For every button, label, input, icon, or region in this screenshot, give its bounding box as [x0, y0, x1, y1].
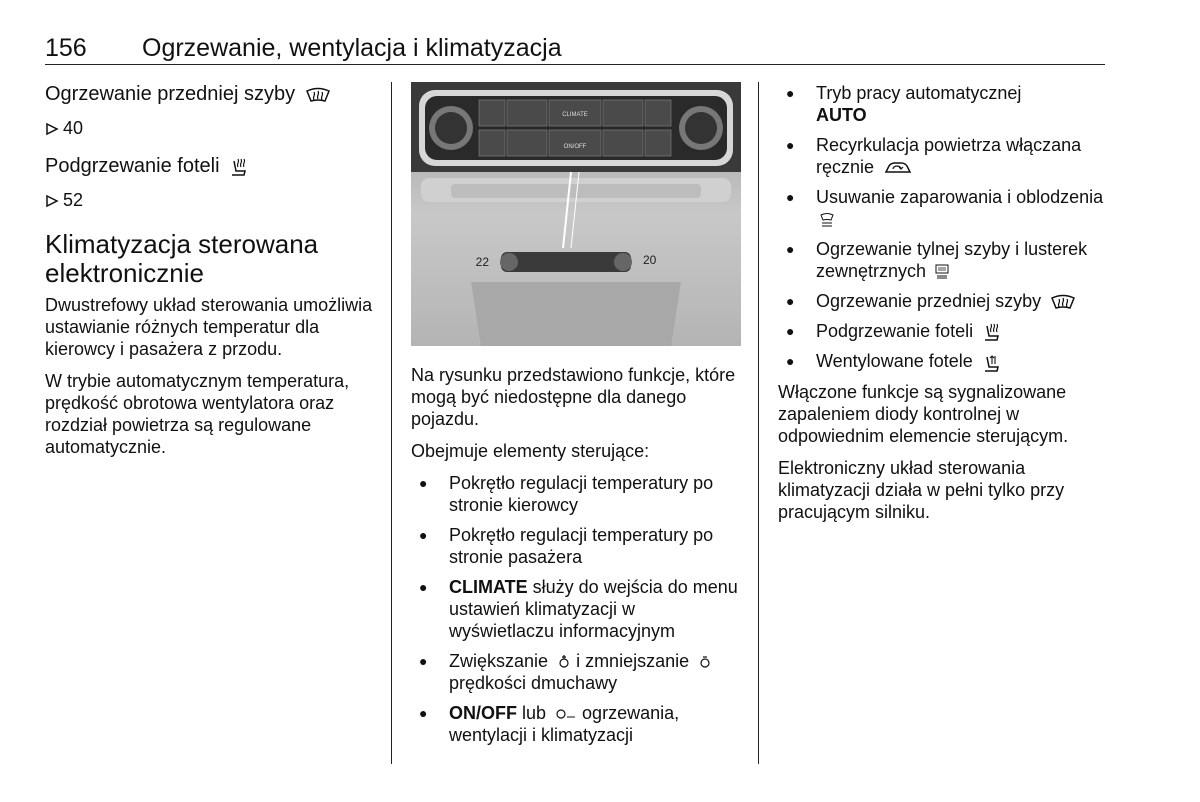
climate-term: CLIMATE: [449, 577, 528, 597]
paragraph: Elektroniczny układ sterowania klimatyzacji działa w pełni tylko przy pracującym silniku.: [778, 457, 1065, 522]
column-divider: [758, 82, 759, 764]
page-reference[interactable]: [45, 116, 380, 140]
climate-button-label: CLIMATE: [562, 112, 588, 118]
list-item-text: lub: [517, 703, 547, 723]
onoff-term: ON/OFF: [449, 703, 517, 723]
list-item-text: Ogrzewanie przedniej szyby: [816, 291, 1042, 311]
list-item: [778, 82, 1108, 126]
temp-left-label: 22: [475, 255, 489, 269]
list-item: [411, 650, 741, 694]
list-item-text: ogrzewania, wentylacji i klimatyzacji: [449, 703, 680, 745]
climate-control-photo: [411, 82, 741, 346]
heading-line: Klimatyzacja sterowana: [45, 229, 319, 259]
list-item-text: i zmniejszanie: [571, 651, 690, 671]
auto-term: AUTO: [816, 105, 867, 125]
list-item-text: Pokrętło regulacji temperatury po stronie kierowcy: [449, 473, 714, 515]
heated-seat-icon: [982, 322, 1000, 342]
list-item: [411, 702, 741, 746]
recirculation-icon: [883, 160, 913, 176]
temp-right-label: 20: [643, 253, 657, 267]
list-item-text: Tryb pracy automatycznej: [816, 83, 1022, 103]
list-item-text: Pokrętło regulacji temperatury po stronie pasażera: [449, 525, 714, 567]
page-number: 156: [45, 34, 87, 62]
list-item-text: służy do wejścia do menu ustawień klimatyzacji w wyświetlaczu informacyjnym: [449, 577, 738, 641]
column-middle: [411, 82, 741, 754]
section-heading-main: [45, 230, 380, 288]
paragraph: Dwustrefowy układ sterowania umożliwia ustawianie różnych temperatur dla kierowcy i pasażera z przodu.: [45, 295, 373, 359]
list-item-text: prędkości dmuchawy: [449, 673, 618, 693]
list-item: [411, 472, 741, 516]
list-item: [778, 350, 1108, 372]
paragraph: W trybie automatycznym temperatura, prędkość obrotowa wentylatora oraz rozdział powietrza są regulowane automatycznie.: [45, 371, 350, 457]
heated-seat-icon: [229, 157, 247, 177]
heading-text: Podgrzewanie foteli: [45, 155, 220, 177]
list-item-text: Ogrzewanie tylnej szyby i lusterek zewnętrznych: [816, 239, 1088, 281]
fan-plus-icon: [557, 655, 571, 669]
list-item: [778, 290, 1108, 312]
list-item-text: Podgrzewanie foteli: [816, 321, 974, 341]
reference-page-number: 52: [63, 190, 84, 210]
list-item-text: Wentylowane fotele: [816, 351, 973, 372]
list-item-text: Zwiększanie: [449, 651, 549, 671]
windscreen-heat-icon: [305, 86, 331, 104]
list-item-text: Usuwanie zaparowania i oblodzenia: [816, 187, 1104, 207]
page-header: [45, 32, 1105, 65]
column-left: [45, 82, 380, 468]
functions-list: [778, 82, 1108, 373]
heading-text: Ogrzewanie przedniej szyby: [45, 83, 296, 105]
section-heading-windscreen: [45, 82, 380, 106]
list-item: [778, 238, 1108, 282]
section-heading-seats: [45, 154, 380, 178]
controls-list: [411, 472, 741, 746]
reference-arrow-icon: [45, 122, 59, 136]
paragraph: Obejmuje elementy sterujące:: [411, 441, 650, 461]
heading-line: elektronicznie: [45, 258, 204, 288]
defrost-max-icon: [820, 212, 834, 228]
fan-minus-icon: [698, 655, 712, 669]
reference-page-number: 40: [63, 118, 84, 138]
rear-window-heat-icon: [935, 264, 949, 280]
column-divider: [391, 82, 392, 764]
windscreen-heat-icon: [1050, 293, 1076, 311]
list-item: [778, 134, 1108, 178]
paragraph: Na rysunku przedstawiono funkcje, które mogą być niedostępne dla danego pojazdu.: [411, 365, 736, 429]
list-item: [778, 186, 1108, 230]
list-item: [411, 524, 741, 568]
reference-arrow-icon: [45, 194, 59, 208]
paragraph: Włączone funkcje są sygnalizowane zapaleniem diody kontrolnej w odpowiednim elemencie sterującym.: [778, 381, 1069, 446]
page-title: Ogrzewanie, wentylacja i klimatyzacja: [142, 34, 562, 62]
fan-off-icon: [555, 707, 577, 721]
onoff-button-label: ON/OFF: [563, 144, 587, 150]
list-item-text: Recyrkulacja powietrza włączana ręcznie: [816, 135, 1082, 177]
list-item: [411, 576, 741, 642]
ventilated-seat-icon: [982, 353, 1000, 373]
page-reference[interactable]: [45, 188, 380, 212]
column-right: [778, 82, 1108, 533]
list-item: [778, 320, 1108, 342]
